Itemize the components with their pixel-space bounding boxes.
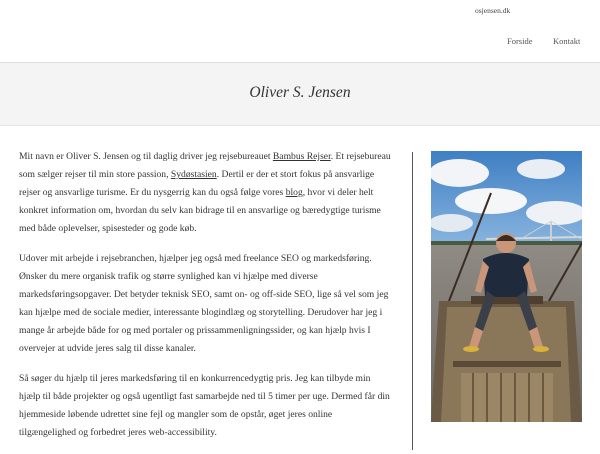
page-header-banner: [0, 62, 600, 126]
column-divider: [412, 152, 413, 450]
intro-text-4: , hvor vi deler helt konkret information om, hvordan du selv kan bidrage til en ansvarlige og bæredygtige turisme med både oplevelser, spisesteder og gode køb.: [19, 187, 381, 234]
intro-paragraph: [19, 148, 391, 238]
bambus-rejser-link[interactable]: Bambus Rejser: [272, 151, 331, 162]
site-title-link[interactable]: osjensen.dk: [475, 6, 511, 15]
nav-item-kontakt[interactable]: Kontakt: [553, 36, 581, 46]
page-title: Oliver S. Jensen: [249, 84, 351, 101]
main-navigation: [0, 36, 600, 48]
intro-text-1: Mit navn er Oliver S. Jensen og til daglig driver jeg rejsebureauet: [19, 151, 273, 162]
intro-text-2: . Et rejsebureau som sælger rejser til min store passion,: [19, 151, 391, 180]
sydoestasien-link[interactable]: Sydøstasien: [170, 169, 217, 180]
main-content: [19, 148, 391, 454]
blog-link[interactable]: blog: [285, 187, 303, 198]
profile-photo: [431, 151, 582, 422]
seo-paragraph: Udover mit arbejde i rejsebranchen, hjælper jeg også med freelance SEO og markedsføring. Ønsker du mere organisk trafik og større synlighed kan vi hjælpe med diverse markedsføringsopgaver. Det betyder teknisk SEO, samt on- og off-side SEO, lige så vel som jeg kan hjælpe med de sociale medier, interessante blogindlæg og storytelling. Derudover har jeg i mange år arbejde både for og med portaler og prissammenligningssider, og kan hjælp hvis I overvejer at udvide jeres salg til disse kanaler.: [19, 253, 389, 354]
nav-item-forside[interactable]: Forside: [507, 36, 533, 46]
intro-text-3: . Dertil er der et stort fokus på ansvarlige rejser og ansvarlige turisme. Er du nysgerrig kan du også følge vores: [19, 169, 375, 198]
profile-photo-illustration: [431, 151, 582, 422]
offer-paragraph: Så søger du hjælp til jeres markedsføring til en konkurrencedygtig pris. Jeg kan tilbyde min hjælp til både projekter og også ugentligt fast samarbejde ned til 5 timer per uge. Dermed får din hjemmeside løbende udrettet sine fejl og mangler som de opstår, øget jeres online tilgængelighed og forbedret jeres web-accessibility.: [19, 373, 390, 438]
